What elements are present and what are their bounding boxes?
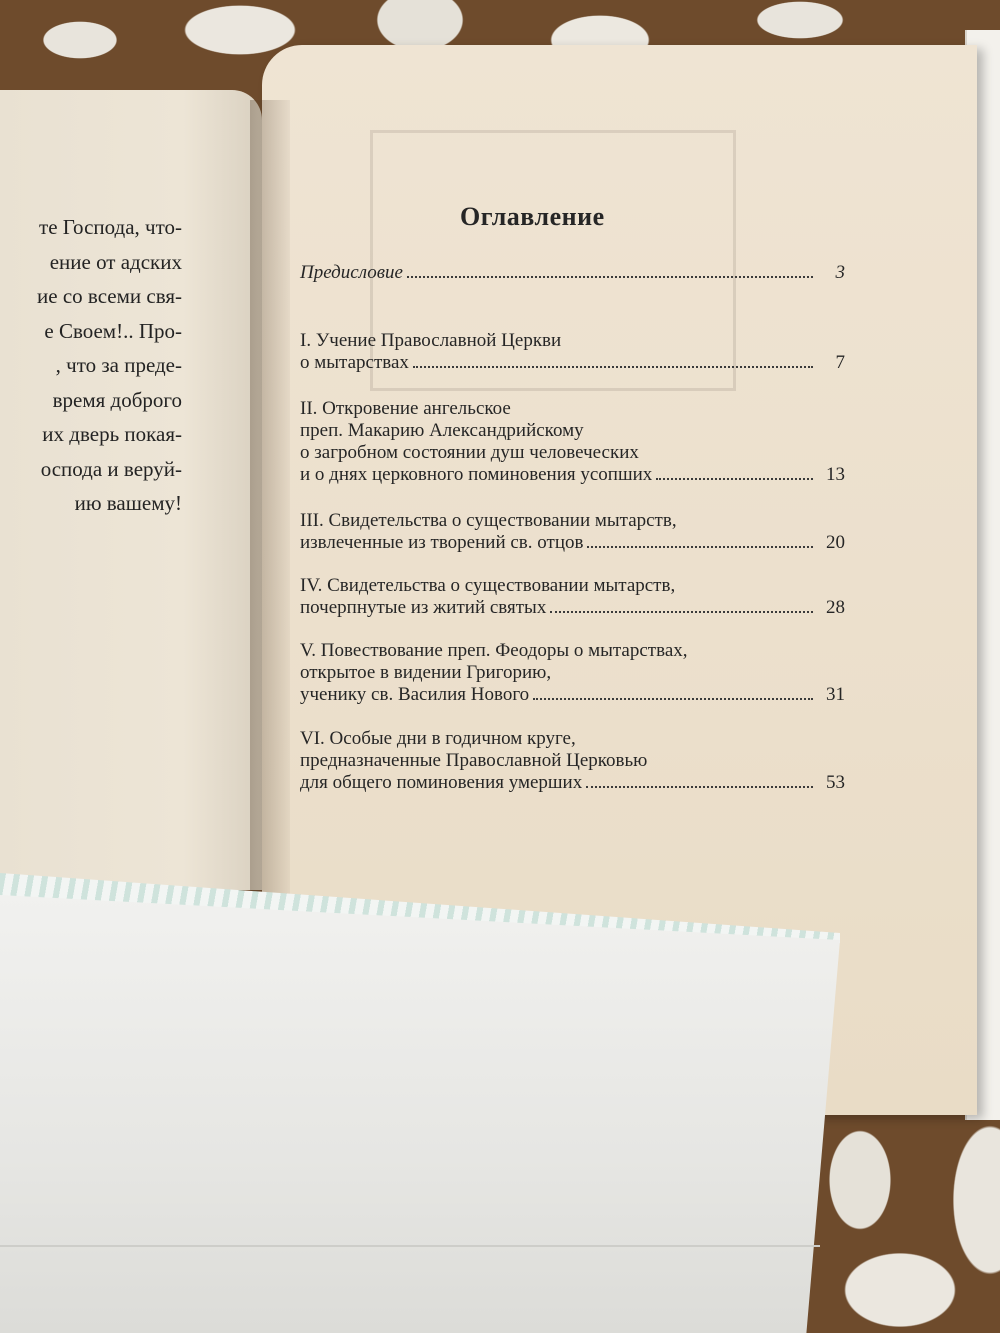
toc-entry-line: предназначенные Православной Церковью	[300, 750, 648, 771]
toc-entry-line: IV. Свидетельства о существовании мытарств,	[300, 575, 676, 596]
toc-leader-dots	[550, 611, 813, 613]
toc-entry-line: V. Повествование преп. Феодоры о мытарствах,	[300, 640, 688, 661]
toc-title: Оглавление	[460, 202, 605, 231]
toc-entry-line: II. Откровение ангельское	[300, 398, 511, 419]
toc-leader-dots	[533, 698, 813, 700]
toc-entry-line: о загробном состоянии душ человеческих	[300, 442, 639, 463]
toc-page-number: 7	[835, 352, 845, 373]
cover-crease	[0, 1245, 820, 1247]
toc-entry-line: III. Свидетельства о существовании мытарств,	[300, 510, 677, 531]
toc-entry-line: извлеченные из творений св. отцов	[300, 532, 584, 553]
toc-page-number: 13	[826, 464, 845, 485]
toc-entry-preface	[300, 262, 845, 284]
toc-page-number: 28	[826, 597, 845, 618]
toc-entry-line: Предисловие	[300, 262, 403, 283]
toc-entry-line: I. Учение Православной Церкви	[300, 330, 562, 351]
left-line: ие со всеми свя-	[37, 284, 182, 308]
toc-entry-1	[300, 330, 845, 374]
left-page-text	[0, 210, 262, 521]
toc-entry-line: о мытарствах	[300, 352, 409, 373]
left-line: те Господа, что-	[39, 215, 182, 239]
toc-leader-dots	[656, 478, 813, 480]
toc-page-number: 31	[826, 684, 845, 705]
toc-page-number: 53	[826, 772, 845, 793]
toc-entry-line: VI. Особые дни в годичном круге,	[300, 728, 576, 749]
left-page	[0, 90, 262, 890]
left-line: ию вашему!	[74, 491, 182, 515]
left-line: е Своем!.. Про-	[44, 318, 182, 343]
book-gutter-shadow	[250, 100, 290, 900]
toc-entry-line: почерпнутые из житий святых	[300, 597, 547, 618]
toc-entry-6	[300, 728, 845, 794]
toc-entry-line: открытое в видении Григорию,	[300, 662, 552, 683]
toc-entry-3	[300, 510, 845, 554]
toc-entry-line: и о днях церковного поминовения усопших	[300, 464, 653, 485]
toc-leader-dots	[587, 546, 813, 548]
left-line: оспода и веруй-	[40, 456, 182, 481]
toc-entry-line: преп. Макарию Александрийскому	[300, 420, 584, 441]
toc-page-number: 20	[826, 532, 845, 553]
toc-entry-2	[300, 398, 845, 486]
toc-entry-line: для общего поминовения умерших	[300, 772, 583, 793]
toc-leader-dots	[586, 786, 813, 788]
left-line: ение от адских	[49, 249, 182, 274]
left-line: их дверь покая-	[42, 422, 182, 446]
toc-leader-dots	[407, 276, 813, 278]
toc-entry-line: ученику св. Василия Нового	[300, 684, 530, 705]
toc-entry-4	[300, 575, 845, 619]
toc-page-number: 3	[835, 262, 845, 283]
white-book-cover	[0, 895, 840, 1333]
toc-entry-5	[300, 640, 845, 706]
left-line: время доброго	[52, 387, 182, 412]
toc-leader-dots	[413, 366, 813, 368]
left-line: , что за преде-	[55, 353, 182, 377]
